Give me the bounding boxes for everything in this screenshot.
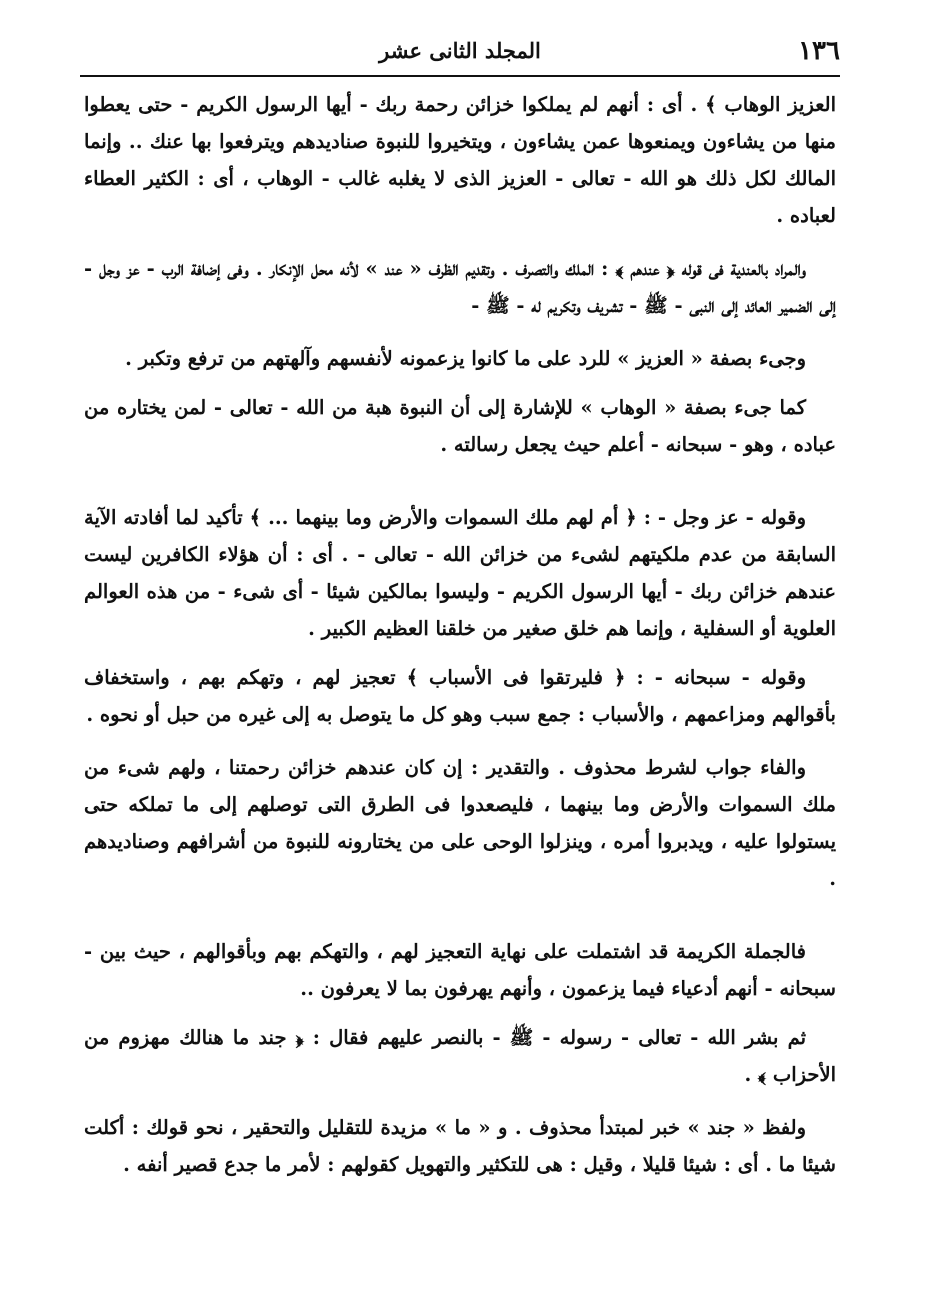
paragraph: كما جىء بصفة « الوهاب » للإشارة إلى أن النبوة هبة من الله - تعالى - لمن يختاره من عباده ، وهو - سبحانه - أعلم حيث يجعل رسالته . (84, 396, 836, 456)
paragraph: وجىء بصفة « العزيز » للرد على ما كانوا يزعمونه لأنفسهم وآلهتهم من ترفع وتكبر . (125, 347, 806, 370)
page-header (80, 30, 840, 74)
paragraph: ثم بشر الله - تعالى - رسوله - ﷺ - بالنصر عليهم فقال : ﴿ جند ما هنالك مهزوم من الأحزاب ﴾ . (84, 1026, 836, 1086)
header-rule (80, 75, 840, 77)
body-text (84, 86, 836, 1183)
paragraph: والمراد بالعندية فى قوله ﴿ عندهم ﴾ : الملك والتصرف . وتقديم الظرف « عند » لأنه محل الإنكار . وفى إضافة الرب - عز وجل - إلى الضمير العائد إلى النبى - ﷺ - تشريف وتكريم له - ﷺ - (84, 257, 836, 317)
paragraph: والفاء جواب لشرط محذوف . والتقدير : إن كان عندهم خزائن رحمتنا ، ولهم شىء من ملك السموات والأرض وما بينهما ، فليصعدوا فى الطرق التى توصلهم إلى ما تملكه حتى يستولوا عليه ، ويدبروا أمره ، وينزلوا الوحى على من يختارونه للنبوة من أشرافهم وصناديدهم . (84, 756, 836, 890)
running-title: المجلد الثانى عشر (379, 38, 541, 63)
paragraph: فالجملة الكريمة قد اشتملت على نهاية التعجيز لهم ، والتهكم بهم وبأقوالهم ، حيث بين - سبحانه - أنهم أدعياء فيما يزعمون ، وأنهم يهرفون بما لا يعرفون .. (84, 940, 836, 1000)
paragraph: وقوله - عز وجل - : ﴿ أم لهم ملك السموات والأرض وما بينهما ... ﴾ تأكيد لما أفادته الآية السابقة من عدم ملكيتهم لشىء من خزائن الله - تعالى - . أى : أن هؤلاء الكافرين ليست عندهم خزائن ربك - أيها الرسول الكريم - وليسوا بمالكين شيئا - أى شىء - من هذه العوالم العلوية أو السفلية ، وإنما هم خلق صغير من خلقنا العظيم الكبير . (84, 506, 836, 640)
paragraph: وقوله - سبحانه - : ﴿ فليرتقوا فى الأسباب ﴾ تعجيز لهم ، وتهكم بهم ، واستخفاف بأقوالهم ومزاعمهم ، والأسباب : جمع سبب وهو كل ما يتوصل به إلى غيره من حبل أو نحوه . (84, 666, 836, 726)
paragraph: العزيز الوهاب ﴾ . أى : أنهم لم يملكوا خزائن رحمة ربك - أيها الرسول الكريم - حتى يعطوا منها من يشاءون ويمنعوها عمن يشاءون ، ويتخيروا للنبوة صناديدهم ويترفعوا بها عنك .. وإنما المالك لكل ذلك هو الله - تعالى - العزيز الذى لا يغلبه غالب - الوهاب ، أى : الكثير العطاء لعباده . (84, 93, 836, 227)
paragraph: ولفظ « جند » خبر لمبتدأ محذوف . و « ما » مزيدة للتقليل والتحقير ، نحو قولك : أكلت شيئا ما . أى : شيئا قليلا ، وقيل : هى للتكثير والتهويل كقولهم : لأمر ما جدع قصير أنفه . (84, 1116, 836, 1176)
page-number: ١٣٦ (798, 36, 840, 66)
